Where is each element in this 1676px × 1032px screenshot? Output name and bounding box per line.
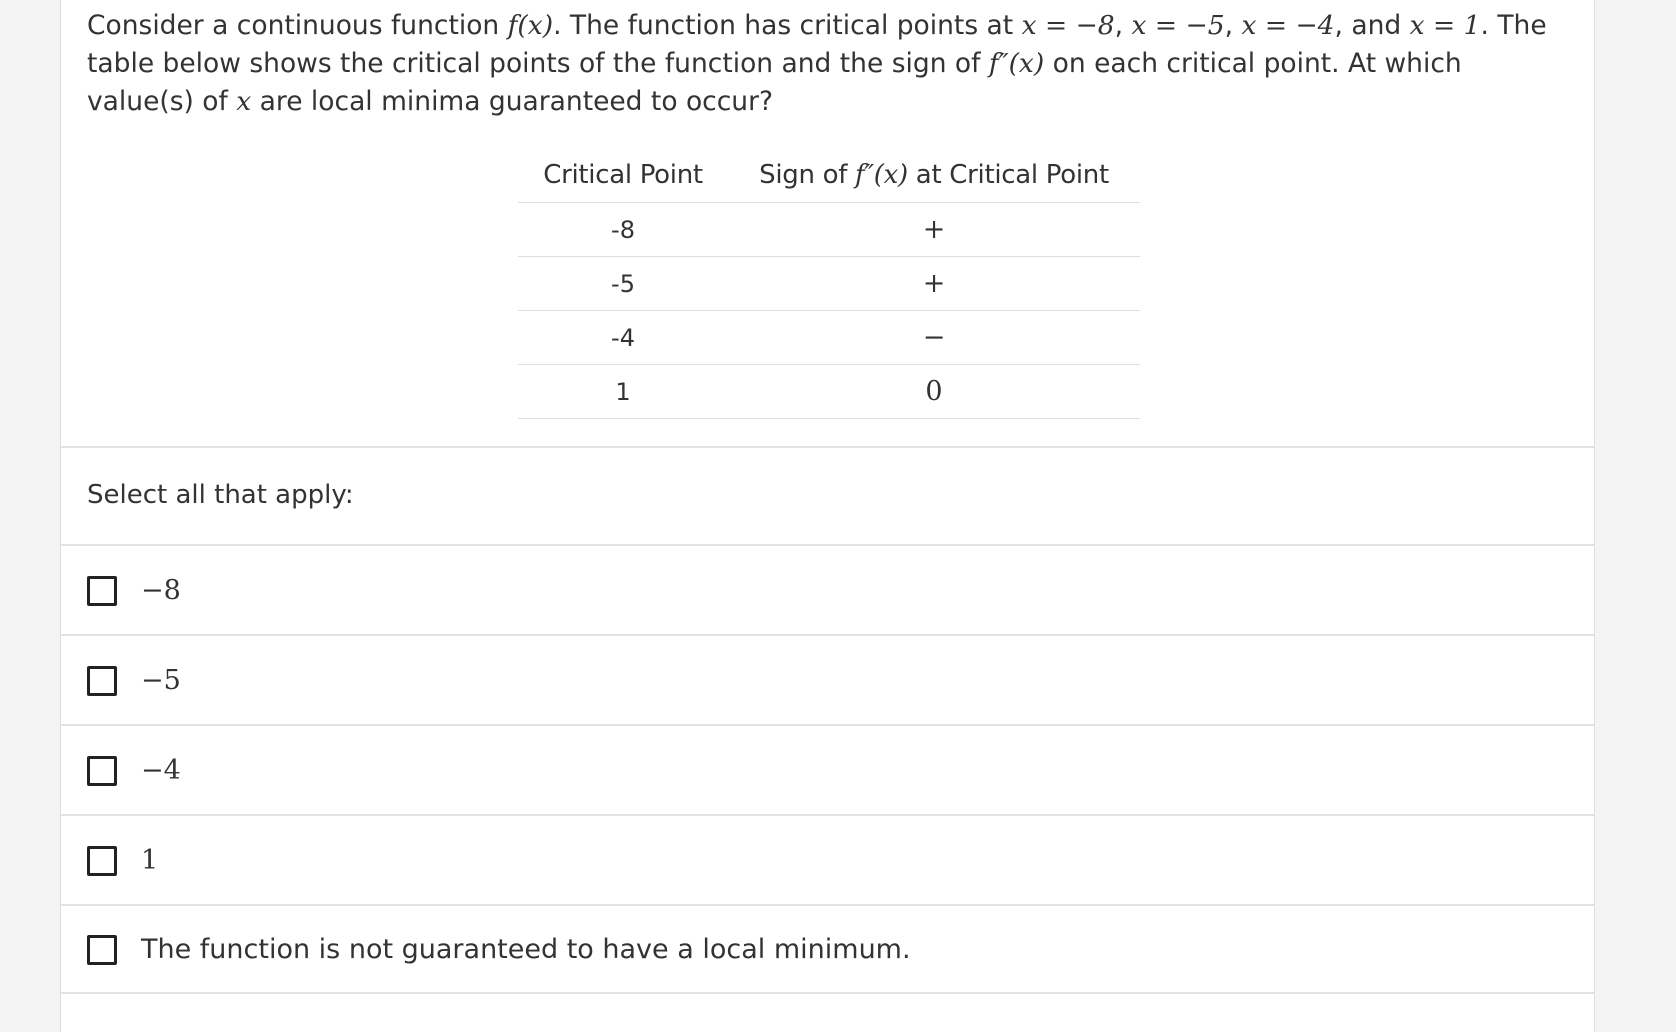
cell-critical-point: -5	[518, 257, 728, 311]
question-part: . The table below shows the critical points of the function and the sign of	[87, 10, 1547, 79]
select-all-label: Select all that apply:	[87, 480, 354, 510]
question-part: on each critical point. At which value(s) of	[87, 48, 1462, 117]
table-row	[518, 257, 1140, 311]
question-part: Consider a continuous function	[87, 10, 508, 41]
header-sign-math: f″(x)	[855, 159, 908, 190]
cell-critical-point: -4	[518, 311, 728, 365]
cell-sign: +	[728, 257, 1140, 311]
option-label: −8	[141, 574, 181, 606]
question-part: . The function has critical points at	[553, 10, 1022, 41]
cell-critical-point: -8	[518, 203, 728, 257]
option-label: The function is not guaranteed to have a local minimum.	[141, 933, 911, 965]
math-x: x	[236, 86, 252, 117]
option-label: −4	[141, 754, 181, 786]
math-fx: f(x)	[507, 10, 554, 41]
option-no-minimum[interactable]	[61, 904, 1594, 994]
cell-critical-point: 1	[518, 365, 728, 419]
checkbox-icon[interactable]	[87, 935, 117, 965]
question-part: , and	[1334, 10, 1410, 41]
section-divider	[61, 446, 1594, 448]
question-part: ,	[1224, 10, 1242, 41]
option-1[interactable]	[61, 814, 1594, 904]
checkbox-icon[interactable]	[87, 666, 117, 696]
option-neg-8[interactable]	[61, 544, 1594, 634]
option-neg-4[interactable]	[61, 724, 1594, 814]
checkbox-icon[interactable]	[87, 756, 117, 786]
option-neg-5[interactable]	[61, 634, 1594, 724]
question-text	[87, 7, 1547, 121]
question-card	[60, 0, 1595, 1032]
question-part: ,	[1114, 10, 1132, 41]
math-eq: x = −4	[1241, 10, 1335, 41]
table-header-row	[518, 147, 1140, 203]
header-critical-point: Critical Point	[518, 147, 728, 203]
table-row	[518, 203, 1140, 257]
cell-sign: +	[728, 203, 1140, 257]
answer-options	[61, 544, 1594, 994]
option-label: −5	[141, 664, 181, 696]
math-fpp: f″(x)	[988, 48, 1045, 79]
math-eq: x = −8	[1021, 10, 1115, 41]
table-row	[518, 365, 1140, 419]
option-label: 1	[141, 844, 159, 876]
cell-sign: −	[728, 311, 1140, 365]
header-sign-prefix: Sign of	[759, 159, 856, 190]
table-row	[518, 311, 1140, 365]
header-sign-suffix: at Critical Point	[907, 159, 1109, 190]
question-part: are local minima guaranteed to occur?	[251, 86, 774, 117]
math-eq: x = −5	[1131, 10, 1225, 41]
math-eq: x = 1	[1409, 10, 1481, 41]
critical-point-table	[518, 147, 1140, 419]
checkbox-icon[interactable]	[87, 846, 117, 876]
header-sign	[728, 147, 1140, 203]
cell-sign: 0	[728, 365, 1140, 419]
checkbox-icon[interactable]	[87, 576, 117, 606]
